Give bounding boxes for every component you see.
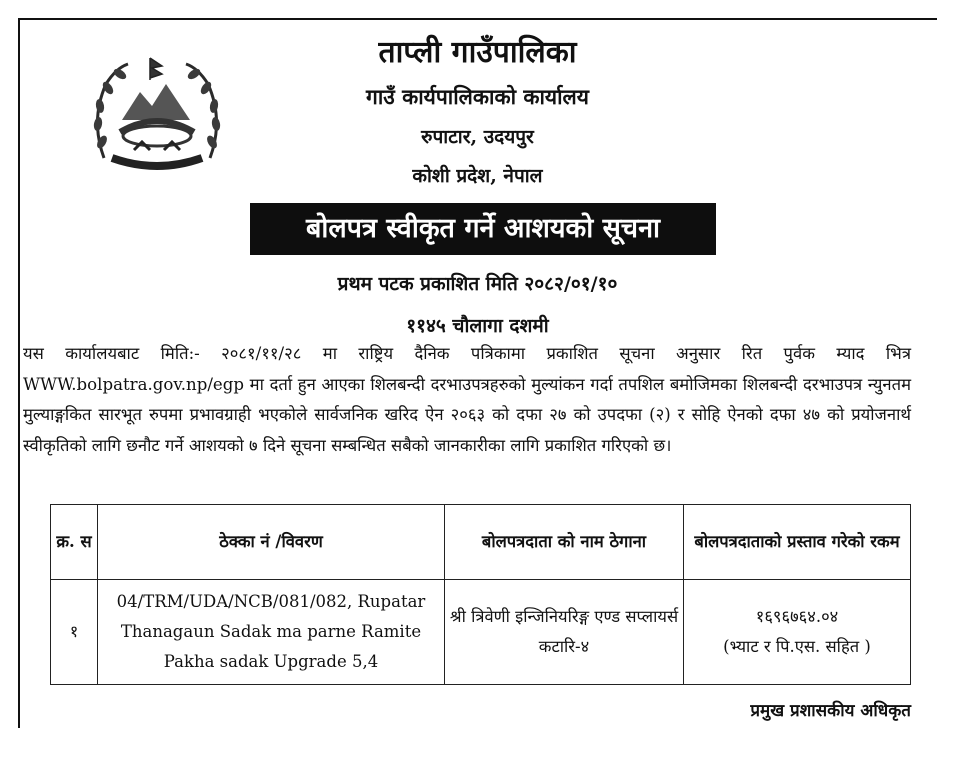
amount-note: (भ्याट र पि.एस. सहित ) [723, 637, 871, 656]
table-header-row [51, 505, 911, 580]
notice-border-top [19, 18, 937, 20]
office-name: ताप्ली गाउँपालिका [378, 35, 577, 70]
office-province: कोशी प्रदेश, नेपाल [412, 165, 543, 187]
bid-table [50, 504, 911, 685]
cell-bidder: श्री त्रिवेणी इन्जिनियरिङ्ग एण्ड सप्लायर्स कटारि-४ [445, 580, 684, 685]
table-row [51, 580, 911, 685]
office-address: रुपाटार, उदयपुर [421, 126, 534, 148]
reference-number: ११४५ चौलागा दशमी [406, 315, 549, 337]
cell-contract: 04/TRM/UDA/NCB/081/082, Rupatar Thanagaun Sadak ma parne Ramite Pakha sadak Upgrade 5,4 [98, 580, 445, 685]
notice-title: बोलपत्र स्वीकृत गर्ने आशयको सूचना [250, 203, 716, 255]
signatory-title: प्रमुख प्रशासकीय अधिकृत [750, 701, 911, 721]
header-bidder: बोलपत्रदाता को नाम ठेगाना [445, 505, 684, 580]
office-subtitle: गाउँ कार्यपालिकाको कार्यालय [366, 84, 589, 109]
published-date: प्रथम पटक प्रकाशित मिति २०८२/०१/१० [337, 273, 618, 295]
cell-serial: १ [51, 580, 98, 685]
amount-value: १६९६७६४.०४ [755, 607, 839, 626]
header-contract: ठेक्का नं /विवरण [98, 505, 445, 580]
header-amount: बोलपत्रदाताको प्रस्ताव गरेको रकम [684, 505, 911, 580]
notice-body: यस कार्यालयबाट मिति:- २०८१/११/२८ मा राष्ट्रिय दैनिक पत्रिकामा प्रकाशित सूचना अनुसार रित पुर्वक म्याद भित्र WWW.bolpatra.gov.np/egp मा दर्ता हुन आएका शिलबन्दी दरभाउपत्रहरुको मुल्यांकन गर्दा तपशिल बमोजिमका शिलबन्दी दरभाउपत्र न्युनतम मुल्याङ्गकित सारभूत रुपमा प्रभावग्राही भएकोले सार्वजनिक खरिद ऐन २०६३ को दफा २७ को उपदफा (२) र सोहि ऐनको दफा ४७ को प्रयोजनार्थ स्वीकृतिको लागि छनौट गर्ने आशयको ७ दिने सूचना सम्बन्धित सबैको जानकारीका लागि प्रकाशित गरिएको छ। [23, 344, 911, 455]
cell-amount [684, 580, 911, 685]
header-serial: क्र. स [51, 505, 98, 580]
